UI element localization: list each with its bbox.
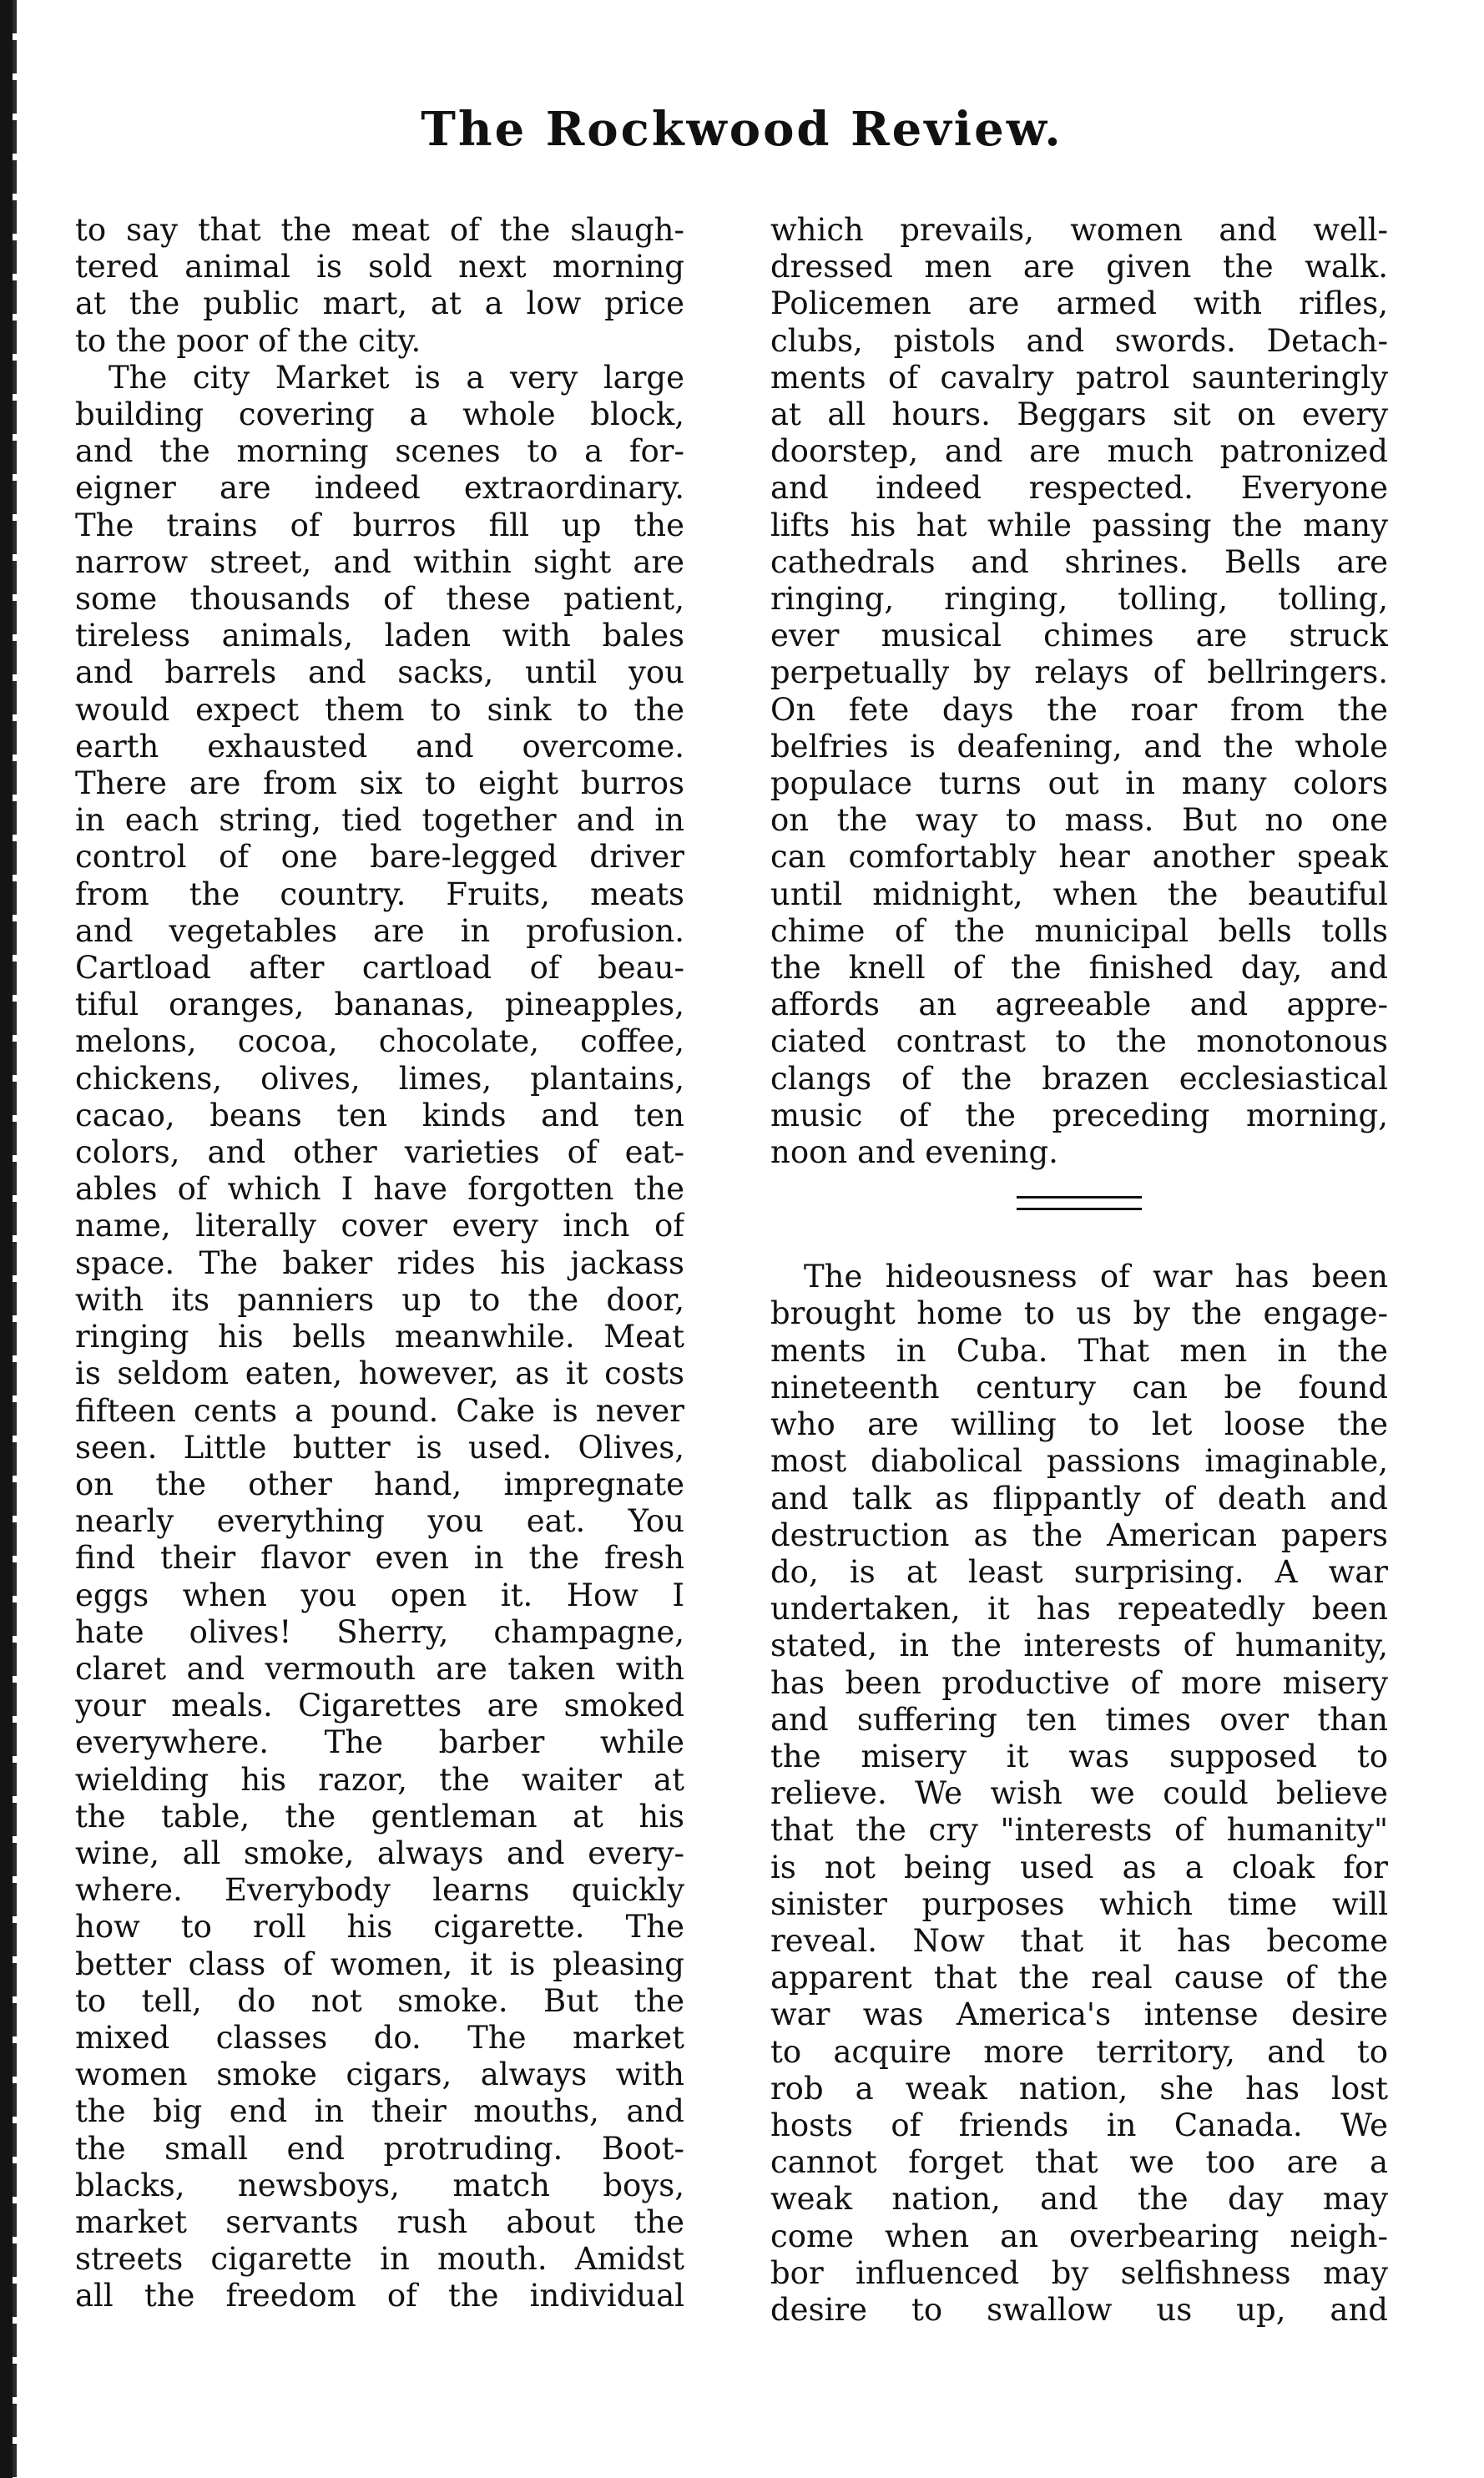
text-line: cannot forget that we too are a	[770, 2144, 1388, 2181]
text-line: blacks, newsboys, match boys,	[75, 2167, 684, 2203]
text-line: chickens, olives, limes, plantains,	[75, 1060, 684, 1097]
text-line: hosts of friends in Canada. We	[770, 2107, 1388, 2143]
text-line: The trains of burros fill up the	[75, 507, 684, 543]
text-line: apparent that the real cause of the	[770, 1960, 1388, 1996]
text-line: everywhere. The barber while	[75, 1724, 684, 1761]
text-line: fifteen cents a pound. Cake is never	[75, 1392, 684, 1429]
text-line: nineteenth century can be found	[770, 1369, 1388, 1406]
text-line: on the way to mass. But no one	[770, 802, 1388, 839]
text-line: do, is at least surprising. A war	[770, 1553, 1388, 1590]
text-line: stated, in the interests of humanity,	[770, 1628, 1388, 1664]
text-line: mixed classes do. The market	[75, 2019, 684, 2056]
text-line: from the country. Fruits, meats	[75, 876, 684, 912]
text-line: building covering a whole block,	[75, 396, 684, 433]
text-line: at the public mart, at a low price	[75, 285, 684, 322]
text-line: ables of which I have forgotten the	[75, 1171, 684, 1208]
text-line: all the freedom of the individual	[75, 2278, 684, 2314]
right-column	[770, 212, 1388, 2329]
text-line: war was America's intense desire	[770, 1996, 1388, 2033]
text-line: until midnight, when the beautiful	[770, 876, 1388, 912]
text-line: tiful oranges, bananas, pineapples,	[75, 987, 684, 1023]
text-line: perpetually by relays of bellringers.	[770, 654, 1388, 691]
text-line: melons, cocoa, chocolate, coffee,	[75, 1023, 684, 1060]
text-line: the knell of the finished day, and	[770, 950, 1388, 987]
text-line: at all hours. Beggars sit on every	[770, 396, 1388, 433]
text-line: to say that the meat of the slaugh-	[75, 212, 684, 248]
text-line: come when an overbearing neigh-	[770, 2218, 1388, 2254]
text-line: bor influenced by selfishness may	[770, 2254, 1388, 2291]
text-line: the small end protruding. Boot-	[75, 2130, 684, 2167]
text-line: where. Everybody learns quickly	[75, 1872, 684, 1909]
text-line: doorstep, and are much patronized	[770, 433, 1388, 470]
text-line: who are willing to let loose the	[770, 1406, 1388, 1443]
text-line: undertaken, it has repeatedly been	[770, 1591, 1388, 1628]
text-line: wielding his razor, the waiter at	[75, 1761, 684, 1798]
right-column-article-end	[770, 212, 1388, 1171]
text-line: how to roll his cigarette. The	[75, 1909, 684, 1946]
section-divider	[1017, 1196, 1142, 1210]
left-column	[75, 212, 684, 2315]
text-line: clubs, pistols and swords. Detach-	[770, 322, 1388, 359]
text-line: and indeed respected. Everyone	[770, 470, 1388, 507]
text-line: populace turns out in many colors	[770, 765, 1388, 802]
text-line: Cartload after cartload of beau-	[75, 950, 684, 987]
text-line: better class of women, it is pleasing	[75, 1946, 684, 1982]
text-line: relieve. We wish we could believe	[770, 1775, 1388, 1812]
text-line: and suffering ten times over than	[770, 1701, 1388, 1738]
text-line: dressed men are given the walk.	[770, 249, 1388, 285]
text-line: Policemen are armed with rifles,	[770, 285, 1388, 322]
page-masthead: The Rockwood Review.	[421, 102, 1063, 157]
text-line: hate olives! Sherry, champagne,	[75, 1613, 684, 1650]
text-line: There are from six to eight burros	[75, 765, 684, 802]
text-line: affords an agreeable and appre-	[770, 987, 1388, 1023]
text-line: that the cry "interests of humanity"	[770, 1812, 1388, 1849]
text-line: some thousands of these patient,	[75, 581, 684, 618]
text-line: cathedrals and shrines. Bells are	[770, 543, 1388, 580]
text-line: cacao, beans ten kinds and ten	[75, 1097, 684, 1133]
text-line: can comfortably hear another speak	[770, 839, 1388, 876]
text-line: the big end in their mouths, and	[75, 2093, 684, 2130]
text-line: destruction as the American papers	[770, 1517, 1388, 1553]
text-line: earth exhausted and overcome.	[75, 728, 684, 765]
text-line: weak nation, and the day may	[770, 2181, 1388, 2218]
text-line: rob a weak nation, she has lost	[770, 2070, 1388, 2107]
text-line: belfries is deafening, and the whole	[770, 728, 1388, 765]
text-line: tireless animals, laden with bales	[75, 618, 684, 654]
text-line: ringing, ringing, tolling, tolling,	[770, 581, 1388, 618]
text-line: nearly everything you eat. You	[75, 1503, 684, 1540]
text-line: On fete days the roar from the	[770, 691, 1388, 728]
text-line: in each string, tied together and in	[75, 802, 684, 839]
text-line: colors, and other varieties of eat-	[75, 1134, 684, 1171]
text-line: brought home to us by the engage-	[770, 1295, 1388, 1332]
text-line: The hideousness of war has been	[804, 1259, 1388, 1295]
text-line: to tell, do not smoke. But the	[75, 1982, 684, 2019]
right-column-editorial	[770, 1259, 1388, 2329]
text-line: and the morning scenes to a for-	[75, 433, 684, 470]
text-line: to the poor of the city.	[75, 322, 421, 359]
text-line: sinister purposes which time will	[770, 1885, 1388, 1922]
text-line: is not being used as a cloak for	[770, 1849, 1388, 1885]
text-line: name, literally cover every inch of	[75, 1208, 684, 1244]
text-line: clangs of the brazen ecclesiastical	[770, 1060, 1388, 1097]
text-line: your meals. Cigarettes are smoked	[75, 1688, 684, 1724]
text-line: tered animal is sold next morning	[75, 249, 684, 285]
text-line: streets cigarette in mouth. Amidst	[75, 2241, 684, 2278]
text-line: narrow street, and within sight are	[75, 543, 684, 580]
text-line: ciated contrast to the monotonous	[770, 1023, 1388, 1060]
text-line: to acquire more territory, and to	[770, 2033, 1388, 2070]
text-line: desire to swallow us up, and	[770, 2291, 1388, 2328]
text-line: eggs when you open it. How I	[75, 1577, 684, 1613]
text-line: on the other hand, impregnate	[75, 1466, 684, 1502]
text-line: wine, all smoke, always and every-	[75, 1835, 684, 1871]
text-line: and barrels and sacks, until you	[75, 654, 684, 691]
text-line: and talk as flippantly of death and	[770, 1480, 1388, 1517]
text-line: is seldom eaten, however, as it costs	[75, 1355, 684, 1392]
text-line: which prevails, women and well-	[770, 212, 1388, 248]
text-line: space. The baker rides his jackass	[75, 1244, 684, 1281]
text-line: lifts his hat while passing the many	[770, 507, 1388, 543]
text-line: the table, the gentleman at his	[75, 1798, 684, 1835]
text-line: control of one bare-legged driver	[75, 839, 684, 876]
text-line: women smoke cigars, always with	[75, 2057, 684, 2093]
text-line: would expect them to sink to the	[75, 691, 684, 728]
text-line: ments in Cuba. That men in the	[770, 1332, 1388, 1369]
text-line: claret and vermouth are taken with	[75, 1650, 684, 1687]
text-line: eigner are indeed extraordinary.	[75, 470, 684, 507]
text-line: with its panniers up to the door,	[75, 1281, 684, 1318]
text-line: chime of the municipal bells tolls	[770, 912, 1388, 949]
text-line: market servants rush about the	[75, 2203, 684, 2240]
text-line: ments of cavalry patrol saunteringly	[770, 359, 1388, 396]
text-line: find their flavor even in the fresh	[75, 1540, 684, 1577]
text-line: ringing his bells meanwhile. Meat	[75, 1319, 684, 1355]
text-line: seen. Little butter is used. Olives,	[75, 1429, 684, 1466]
text-line: The city Market is a very large	[109, 359, 684, 396]
text-line: and vegetables are in profusion.	[75, 912, 684, 949]
text-line: has been productive of more misery	[770, 1664, 1388, 1701]
text-line: noon and evening.	[770, 1134, 1058, 1171]
text-line: the misery it was supposed to	[770, 1738, 1388, 1774]
text-line: music of the preceding morning,	[770, 1097, 1388, 1133]
text-line: most diabolical passions imaginable,	[770, 1443, 1388, 1480]
page-binding-edge	[0, 0, 13, 2478]
text-line: ever musical chimes are struck	[770, 618, 1388, 654]
text-line: reveal. Now that it has become	[770, 1922, 1388, 1959]
